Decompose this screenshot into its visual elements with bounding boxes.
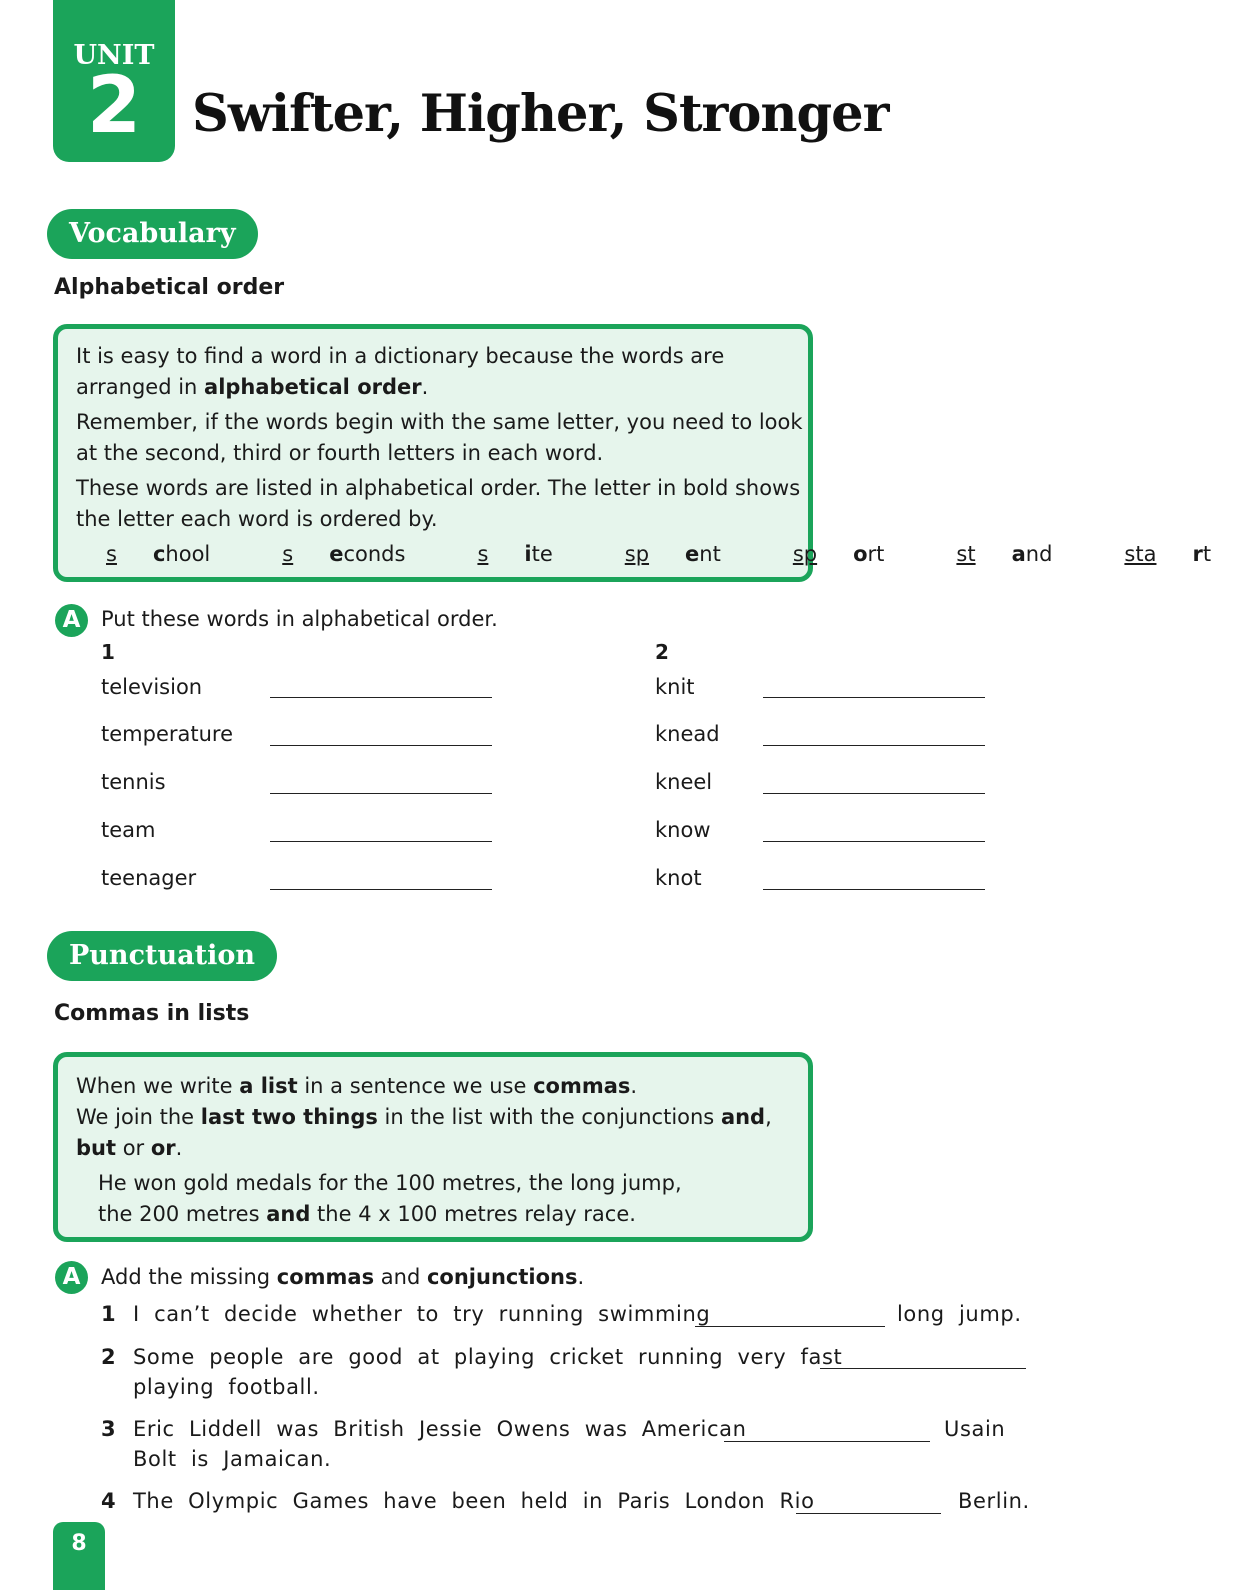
word-item: teenager — [101, 866, 197, 890]
word-item: knit — [655, 675, 695, 699]
word-item: knot — [655, 866, 702, 890]
unit-badge — [53, 0, 175, 162]
alphabetical-order-heading: Alphabetical order — [54, 275, 285, 300]
question-text-end: playing football. — [133, 1375, 320, 1399]
word-item: temperature — [101, 722, 233, 746]
question-number: 1 — [101, 1302, 116, 1326]
info-line-2: We join the last two things in the list with the conjunctions and, — [76, 1105, 772, 1129]
example-sentence: He won gold medals for the 100 metres, the long jump, the 200 metres and the 4 x 100 metres relay race. — [98, 1171, 682, 1226]
answer-blank[interactable] — [763, 841, 985, 842]
answer-blank[interactable] — [763, 697, 985, 698]
example-word: s econds — [282, 542, 406, 566]
info-line-3: but or or. — [76, 1136, 183, 1160]
answer-blank[interactable] — [763, 745, 985, 746]
exercise-a-marker: A — [55, 1261, 88, 1294]
word-item: knead — [655, 722, 720, 746]
alphabetical-order-info-box — [53, 324, 1212, 582]
question-text-end: Usain — [944, 1417, 1006, 1441]
question-number: 3 — [101, 1417, 116, 1441]
answer-blank[interactable] — [724, 1441, 930, 1442]
column-number-2: 2 — [655, 640, 669, 664]
answer-blank[interactable] — [270, 793, 492, 794]
answer-blank[interactable] — [796, 1513, 941, 1514]
question-number: 4 — [101, 1489, 116, 1513]
info-line-1: When we write a list in a sentence we use commas. — [76, 1074, 638, 1098]
punctuation-section-label: Punctuation — [47, 931, 277, 981]
page-number: 8 — [53, 1522, 105, 1590]
answer-blank[interactable] — [695, 1326, 885, 1327]
unit-label: UNIT — [73, 40, 155, 71]
word-item: television — [101, 675, 203, 699]
word-item: know — [655, 818, 711, 842]
vocabulary-section-label: Vocabulary — [47, 209, 258, 259]
example-word: sp ent — [624, 542, 721, 566]
word-item: tennis — [101, 770, 166, 794]
answer-blank[interactable] — [763, 889, 985, 890]
question-text: Eric Liddell was British Jessie Owens was American — [133, 1417, 747, 1441]
answer-blank[interactable] — [270, 841, 492, 842]
exercise-a-marker: A — [55, 604, 88, 637]
example-word: s ite — [477, 542, 553, 566]
answer-blank[interactable] — [270, 745, 492, 746]
word-item: kneel — [655, 770, 713, 794]
info-paragraph-1: It is easy to find a word in a dictionary because the words are arranged in alphabetical order. — [76, 344, 725, 399]
info-paragraph-2: Remember, if the words begin with the same letter, you need to look at the second, third or fourth letters in each word. — [76, 410, 803, 465]
question-text-end: Berlin. — [958, 1489, 1030, 1513]
question-text-end: long jump. — [897, 1302, 1022, 1326]
question-number: 2 — [101, 1345, 116, 1369]
question-text: I can’t decide whether to try running swimming — [133, 1302, 711, 1326]
answer-blank[interactable] — [820, 1368, 1026, 1369]
commas-info-box — [53, 1052, 813, 1242]
answer-blank[interactable] — [270, 697, 492, 698]
answer-blank[interactable] — [270, 889, 492, 890]
exercise-instruction: Put these words in alphabetical order. — [101, 607, 498, 631]
question-text-continued: Bolt is Jamaican. — [133, 1447, 332, 1471]
example-word: sta rt — [1124, 542, 1212, 566]
exercise-instruction: Add the missing commas and conjunctions. — [101, 1265, 585, 1289]
example-word: st and — [956, 542, 1053, 566]
info-paragraph-3: These words are listed in alphabetical order. The letter in bold shows the letter each word is ordered by. — [76, 476, 801, 531]
question-text: Some people are good at playing cricket running very fast — [133, 1345, 843, 1369]
example-word-list — [76, 539, 1212, 570]
unit-number: 2 — [86, 61, 142, 151]
question-text: The Olympic Games have been held in Paris London Rio — [133, 1489, 815, 1513]
answer-blank[interactable] — [763, 793, 985, 794]
column-number-1: 1 — [101, 640, 115, 664]
example-word: sp ort — [792, 542, 885, 566]
example-word: s chool — [106, 542, 211, 566]
commas-in-lists-heading: Commas in lists — [54, 1001, 250, 1026]
page-title: Swifter, Higher, Stronger — [192, 84, 889, 144]
word-item: team — [101, 818, 156, 842]
